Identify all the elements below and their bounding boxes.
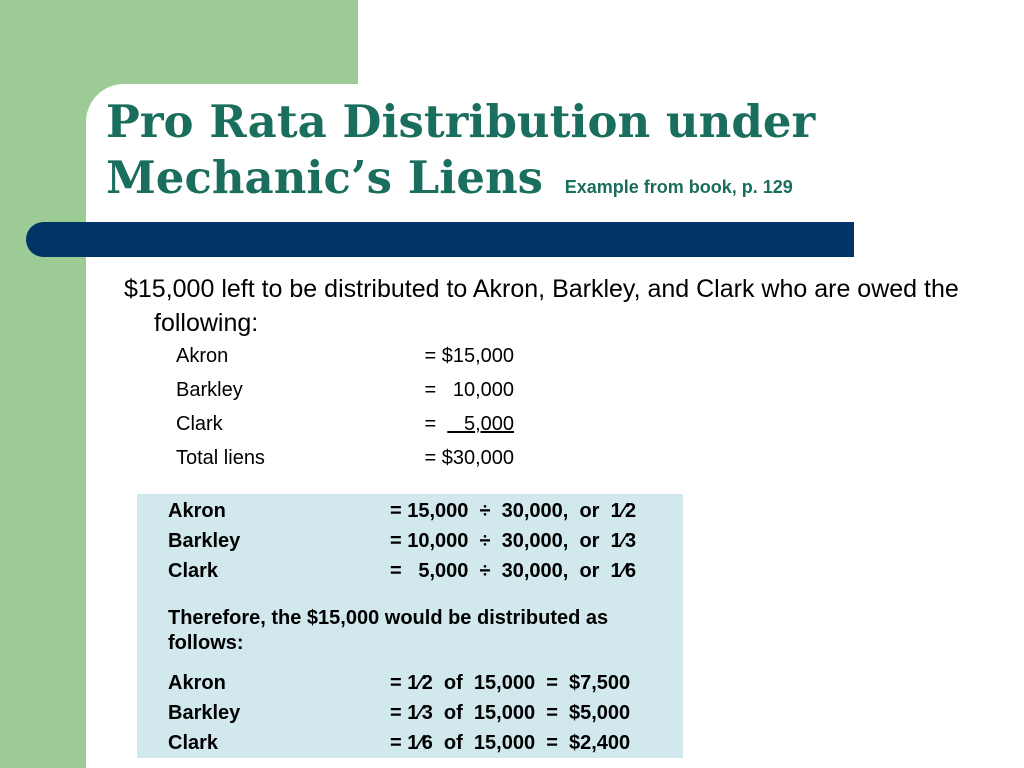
owed-name: Akron (176, 345, 229, 367)
owed-row-clark (176, 413, 516, 447)
ratio-name-akron: Akron (168, 500, 226, 522)
distribution-name-clark: Clark (168, 732, 219, 754)
distribution-value-clark: = 1⁄6 of 15,000 = $2,400 (390, 732, 631, 754)
distribution-value-akron: = 1⁄2 of 15,000 = $7,500 (390, 672, 631, 694)
title-line-2: Mechanic’s Liens (106, 151, 544, 204)
therefore-text: Therefore, the $15,000 would be distributed as follows: (168, 607, 609, 654)
ratio-value-barkley: = 10,000 ÷ 30,000, or 1⁄3 (390, 530, 637, 552)
owed-row-barkley (176, 379, 516, 413)
ratio-value-clark: = 5,000 ÷ 30,000, or 1⁄6 (390, 560, 637, 582)
owed-amount: = 5,000 (424, 413, 514, 435)
ratio-name-barkley: Barkley (168, 530, 241, 552)
distribution-name-barkley: Barkley (168, 702, 241, 724)
slide-title (106, 94, 1006, 215)
title-line-1: Pro Rata Distribution under (106, 95, 816, 148)
owed-amount: = 10,000 (424, 379, 514, 401)
title-divider-bar (26, 222, 854, 257)
intro-text: $15,000 left to be distributed to Akron, Barkley, and Clark who are owed the following: (124, 275, 959, 337)
owed-name: Clark (176, 413, 223, 435)
owed-amounts-table (176, 345, 516, 481)
distribution-name-akron: Akron (168, 672, 226, 694)
owed-row-total (176, 447, 516, 481)
distribution-value-barkley: = 1⁄3 of 15,000 = $5,000 (390, 702, 631, 724)
ratio-name-clark: Clark (168, 560, 219, 582)
ratio-value-akron: = 15,000 ÷ 30,000, or 1⁄2 (390, 500, 637, 522)
owed-row-akron (176, 345, 516, 379)
title-subtitle: Example from book, p. 129 (564, 177, 793, 197)
owed-name: Total liens (176, 447, 265, 469)
owed-amount: = $15,000 (424, 345, 514, 367)
owed-name: Barkley (176, 379, 243, 401)
owed-amount: = $30,000 (424, 447, 514, 469)
white-top-area (358, 0, 1024, 90)
